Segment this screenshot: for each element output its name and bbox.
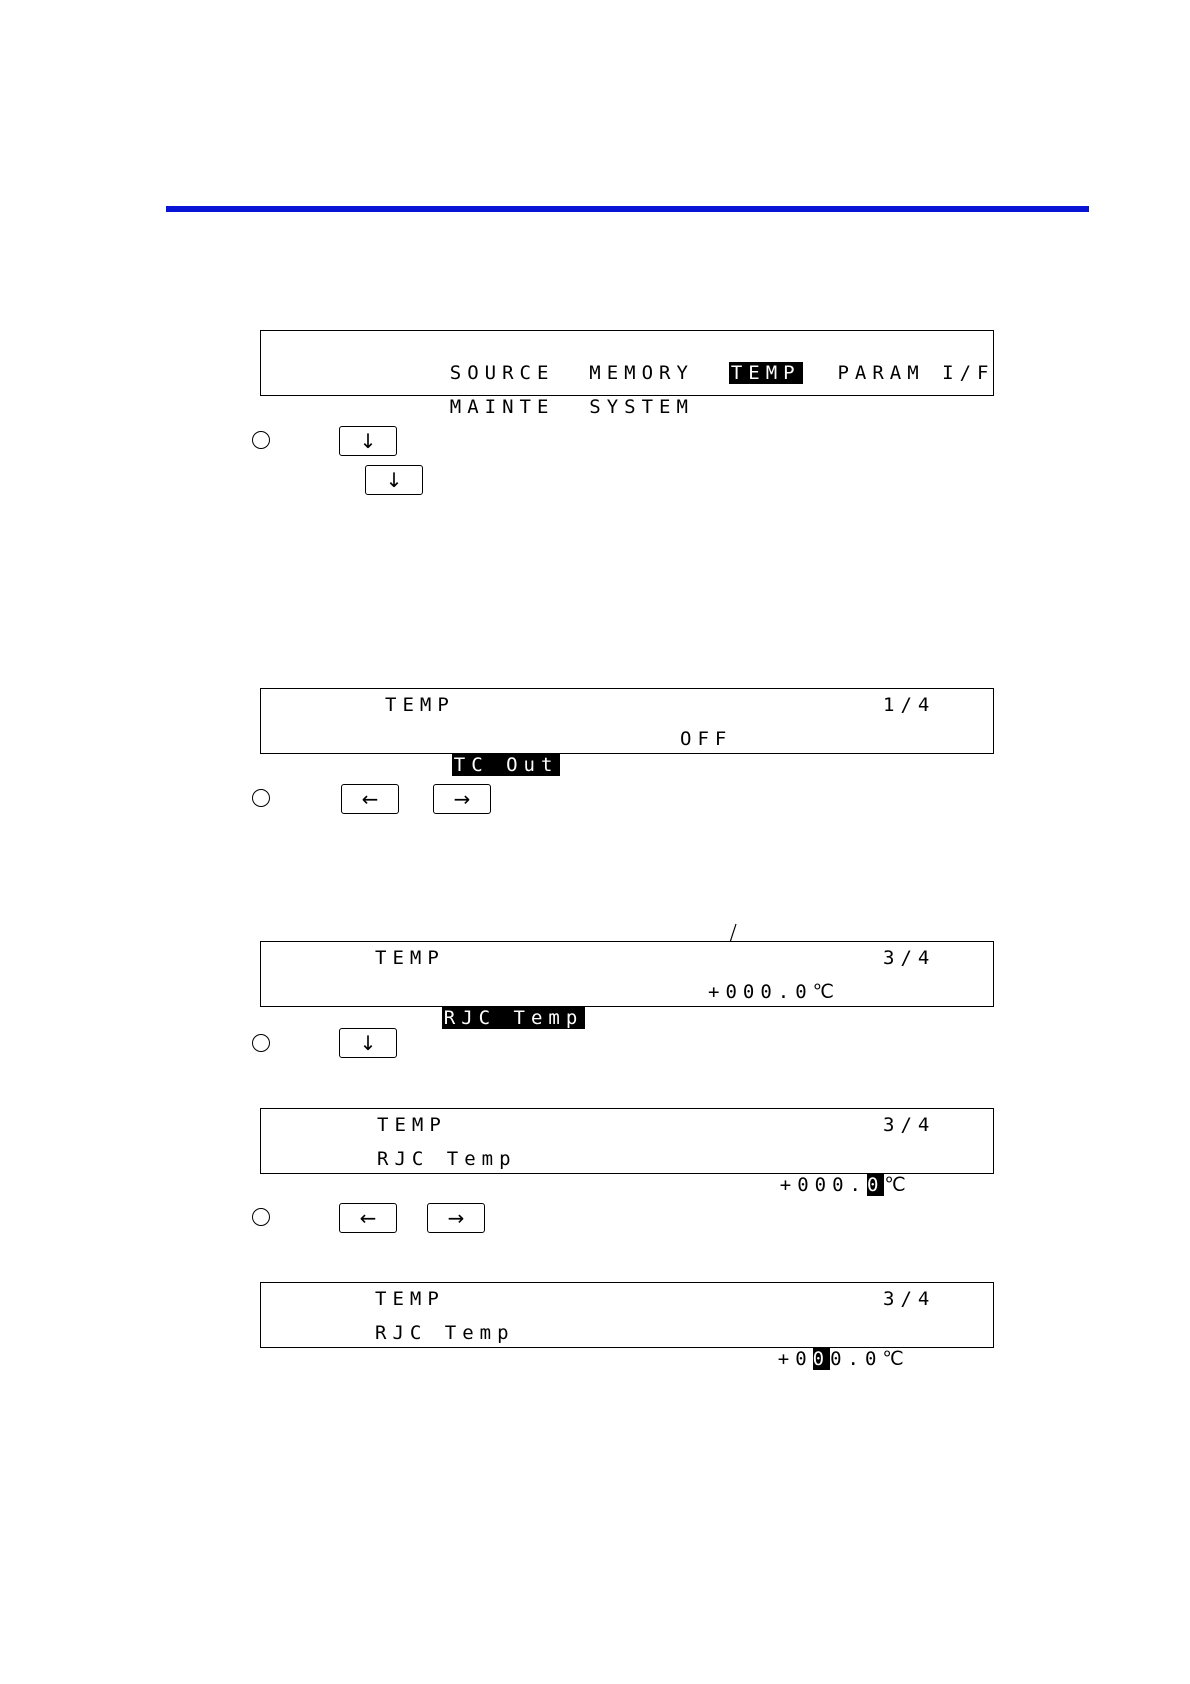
down-key-3[interactable]: ↓ — [339, 1028, 397, 1058]
menu-item-system[interactable]: SYSTEM — [589, 396, 694, 418]
screen-title: TEMP — [377, 1114, 447, 1136]
left-key[interactable]: ← — [341, 784, 399, 814]
rjc-temp-value: +000.0℃ — [708, 981, 840, 1003]
step-bullet-3 — [252, 1034, 270, 1052]
lcd-rjc-edit-screen-2 — [260, 1282, 994, 1370]
menu-item-source[interactable]: SOURCE — [449, 362, 555, 384]
page-indicator: 3/4 — [883, 1114, 936, 1136]
page-indicator: 1/4 — [883, 694, 936, 716]
value-digits-after: 0.0℃ — [830, 1348, 910, 1370]
step-bullet-1 — [252, 431, 270, 449]
right-key[interactable]: → — [433, 784, 491, 814]
tc-out-item[interactable]: TC Out — [453, 754, 559, 776]
lcd-rjc-edit-screen-1 — [260, 1108, 994, 1196]
menu-item-if[interactable]: I/F — [942, 362, 995, 384]
step-bullet-4 — [252, 1208, 270, 1226]
menu-item-param[interactable]: PARAM — [837, 362, 925, 384]
down-key-1[interactable]: ↓ — [339, 426, 397, 456]
screen-title: TEMP — [375, 1288, 445, 1310]
value-digits-before: +000. — [779, 1174, 867, 1196]
lcd-rjc-select-screen — [260, 941, 994, 1029]
menu-item-mainte[interactable]: MAINTE — [449, 396, 555, 418]
menu-item-memory[interactable]: MEMORY — [589, 362, 694, 384]
value-digits-after: ℃ — [884, 1174, 912, 1196]
page-indicator: 3/4 — [883, 1288, 936, 1310]
left-key-2[interactable]: ← — [339, 1203, 397, 1233]
tc-out-value: OFF — [680, 728, 733, 750]
menu-item-temp-selected[interactable]: TEMP — [730, 362, 801, 384]
rjc-temp-label: RJC Temp — [375, 1322, 515, 1344]
value-digits-before: +0 — [777, 1348, 813, 1370]
lcd-menu-screen — [260, 330, 995, 418]
step-bullet-2 — [252, 789, 270, 807]
right-key-2[interactable]: → — [427, 1203, 485, 1233]
lcd-tc-screen — [260, 688, 994, 776]
screen-title: TEMP — [385, 694, 455, 716]
edit-cursor-digit[interactable]: 0 — [812, 1348, 831, 1370]
header-rule — [166, 206, 1089, 212]
rjc-temp-label: RJC Temp — [377, 1148, 517, 1170]
screen-title: TEMP — [375, 947, 445, 969]
edit-cursor-digit[interactable]: 0 — [866, 1174, 885, 1196]
rjc-temp-item[interactable]: RJC Temp — [443, 1007, 584, 1029]
down-key-2[interactable]: ↓ — [365, 465, 423, 495]
page-indicator: 3/4 — [883, 947, 936, 969]
